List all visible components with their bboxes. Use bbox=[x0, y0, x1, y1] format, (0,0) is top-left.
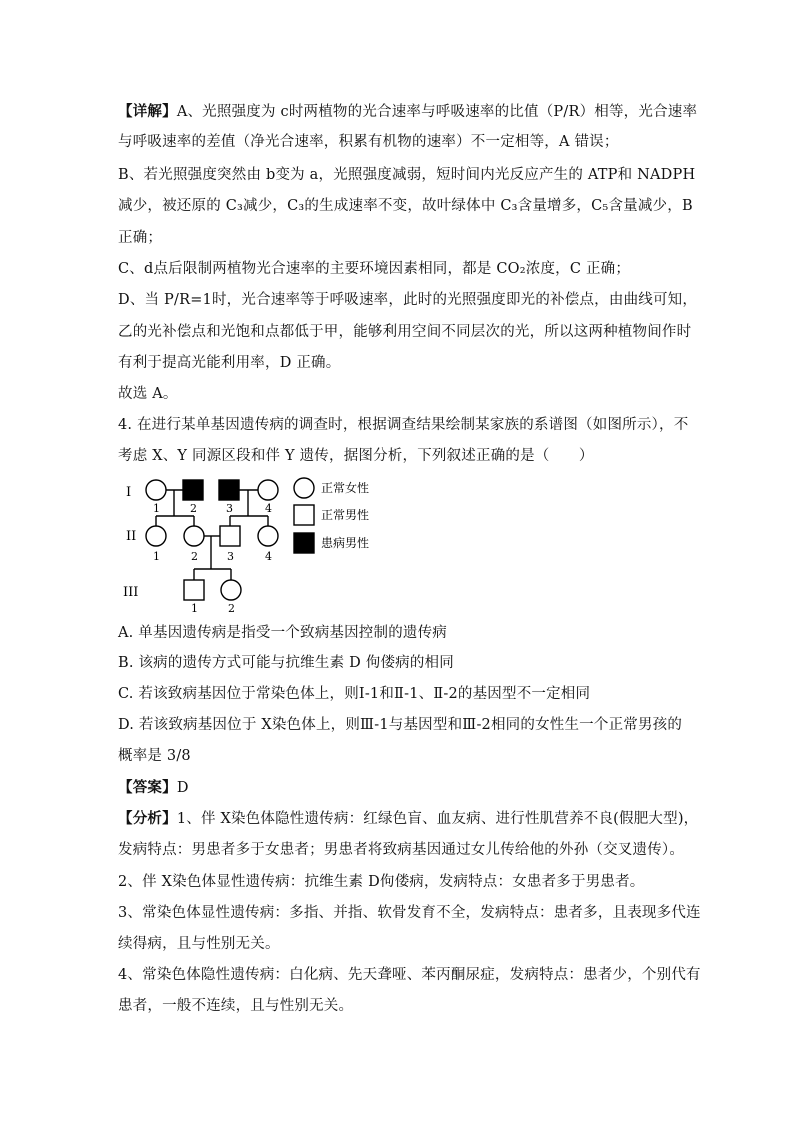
legend-female-symbol bbox=[294, 478, 314, 498]
legend-male-symbol bbox=[294, 505, 314, 525]
explanation-line-8: 乙的光补偿点和光饱和点都低于甲，能够利用空间不同层次的光，所以这两种植物间作时 bbox=[118, 324, 692, 340]
analysis-line-7: 患者，一般不连续，且与性别无关。 bbox=[118, 998, 354, 1014]
answer-line bbox=[118, 778, 189, 798]
i-3-affected-male bbox=[219, 480, 239, 500]
analysis-line-2: 发病特点：男患者多于女患者；男患者将致病基因通过女儿传给他的外孙（交叉遗传）。 bbox=[118, 842, 685, 858]
option-d-line-1: D. 若该致病基因位于 X染色体上，则Ⅲ-1与基因型和Ⅲ-2相同的女性生一个正常男孩的 bbox=[118, 717, 683, 733]
pedigree-chart bbox=[118, 474, 418, 616]
analysis-line-3: 2、伴 X染色体显性遗传病：抗维生素 D佝偻病，发病特点：女患者多于男患者。 bbox=[118, 874, 645, 890]
gen-label-3: III bbox=[123, 585, 139, 600]
analysis-tag: 【分析】 bbox=[118, 810, 177, 827]
iii-2-number: 2 bbox=[228, 602, 235, 615]
answer-tag: 【答案】 bbox=[118, 779, 177, 796]
ii-4-number: 4 bbox=[265, 550, 272, 563]
i-1-number: 1 bbox=[153, 502, 160, 515]
ii-2-number: 2 bbox=[191, 550, 198, 563]
i-4-number: 4 bbox=[265, 502, 272, 515]
ii-2-normal-female bbox=[184, 526, 204, 546]
i-2-number: 2 bbox=[190, 502, 197, 515]
legend-normal-male: 正常男性 bbox=[321, 508, 370, 522]
explanation-conclusion: 故选 A。 bbox=[118, 386, 178, 402]
explanation-line-1: 【详解】A、光照强度为 c时两植物的光合速率与呼吸速率的比值（P/R）相等，光合速率 bbox=[118, 103, 698, 120]
gen-label-1: I bbox=[126, 485, 132, 500]
answer-value: D bbox=[176, 780, 189, 796]
explanation-line-4: 减少，被还原的 C₃减少，C₃的生成速率不变，故叶绿体中 C₃含量增多，C₅含量减少，B bbox=[118, 198, 693, 214]
analysis-line-1: 【分析】1、伴 X染色体隐性遗传病：红绿色盲、血友病、进行性肌营养不良(假肥大型)， bbox=[118, 810, 699, 827]
ii-3-normal-male bbox=[220, 526, 240, 546]
explanation-line-2: 与呼吸速率的差值（净光合速率，积累有机物的速率）不一定相等，A 错误； bbox=[118, 134, 619, 150]
explanation-tag: 【详解】 bbox=[118, 103, 177, 120]
ii-1-normal-female bbox=[146, 526, 166, 546]
question-stem-line-2: 考虑 X、Y 同源区段和伴 Y 遗传，据图分析，下列叙述正确的是（ ） bbox=[118, 448, 594, 464]
explanation-line-5: 正确； bbox=[118, 230, 163, 246]
question-stem-line-1: 4. 在进行某单基因遗传病的调查时，根据调查结果绘制某家族的系谱图（如图所示），不 bbox=[118, 417, 689, 433]
explanation-line-7: D、当 P/R=1时，光合速率等于呼吸速率，此时的光照强度即光的补偿点，由曲线可知， bbox=[118, 292, 698, 308]
iii-1-normal-male bbox=[184, 580, 204, 600]
i-3-number: 3 bbox=[226, 502, 233, 515]
legend-affected-male: 患病男性 bbox=[321, 536, 370, 550]
analysis-line-5: 续得病，且与性别无关。 bbox=[118, 936, 280, 952]
option-d-line-2: 概率是 3/8 bbox=[118, 748, 191, 764]
i-1-normal-female bbox=[146, 480, 166, 500]
ii-4-normal-female bbox=[258, 526, 278, 546]
gen-label-2: II bbox=[126, 529, 137, 544]
ii-1-number: 1 bbox=[153, 550, 160, 563]
analysis-line-4: 3、常染色体显性遗传病：多指、并指、软骨发育不全，发病特点：患者多，且表现多代连 bbox=[118, 905, 701, 921]
iii-1-number: 1 bbox=[191, 602, 198, 615]
i-2-affected-male bbox=[183, 480, 203, 500]
legend-normal-female: 正常女性 bbox=[321, 481, 370, 495]
explanation-line-9: 有利于提高光能利用率，D 正确。 bbox=[118, 355, 341, 371]
ii-3-number: 3 bbox=[227, 550, 234, 563]
option-c: C. 若该致病基因位于常染色体上，则Ⅰ-1和Ⅱ-1、Ⅱ-2的基因型不一定相同 bbox=[118, 686, 591, 702]
explanation-line-6: C、d点后限制两植物光合速率的主要环境因素相同，都是 CO₂浓度，C 正确； bbox=[118, 261, 631, 277]
legend-affected-symbol bbox=[294, 533, 314, 553]
option-a: A. 单基因遗传病是指受一个致病基因控制的遗传病 bbox=[118, 625, 447, 641]
option-b: B. 该病的遗传方式可能与抗维生素 D 佝偻病的相同 bbox=[118, 655, 454, 671]
explanation-line-3: B、若光照强度突然由 b变为 a，光照强度减弱，短时间内光反应产生的 ATP和 NADPH bbox=[118, 167, 696, 183]
iii-2-normal-female bbox=[221, 580, 241, 600]
i-4-normal-female bbox=[258, 480, 278, 500]
analysis-line-6: 4、常染色体隐性遗传病：白化病、先天聋哑、苯丙酮尿症，发病特点：患者少，个别代有 bbox=[118, 967, 701, 983]
